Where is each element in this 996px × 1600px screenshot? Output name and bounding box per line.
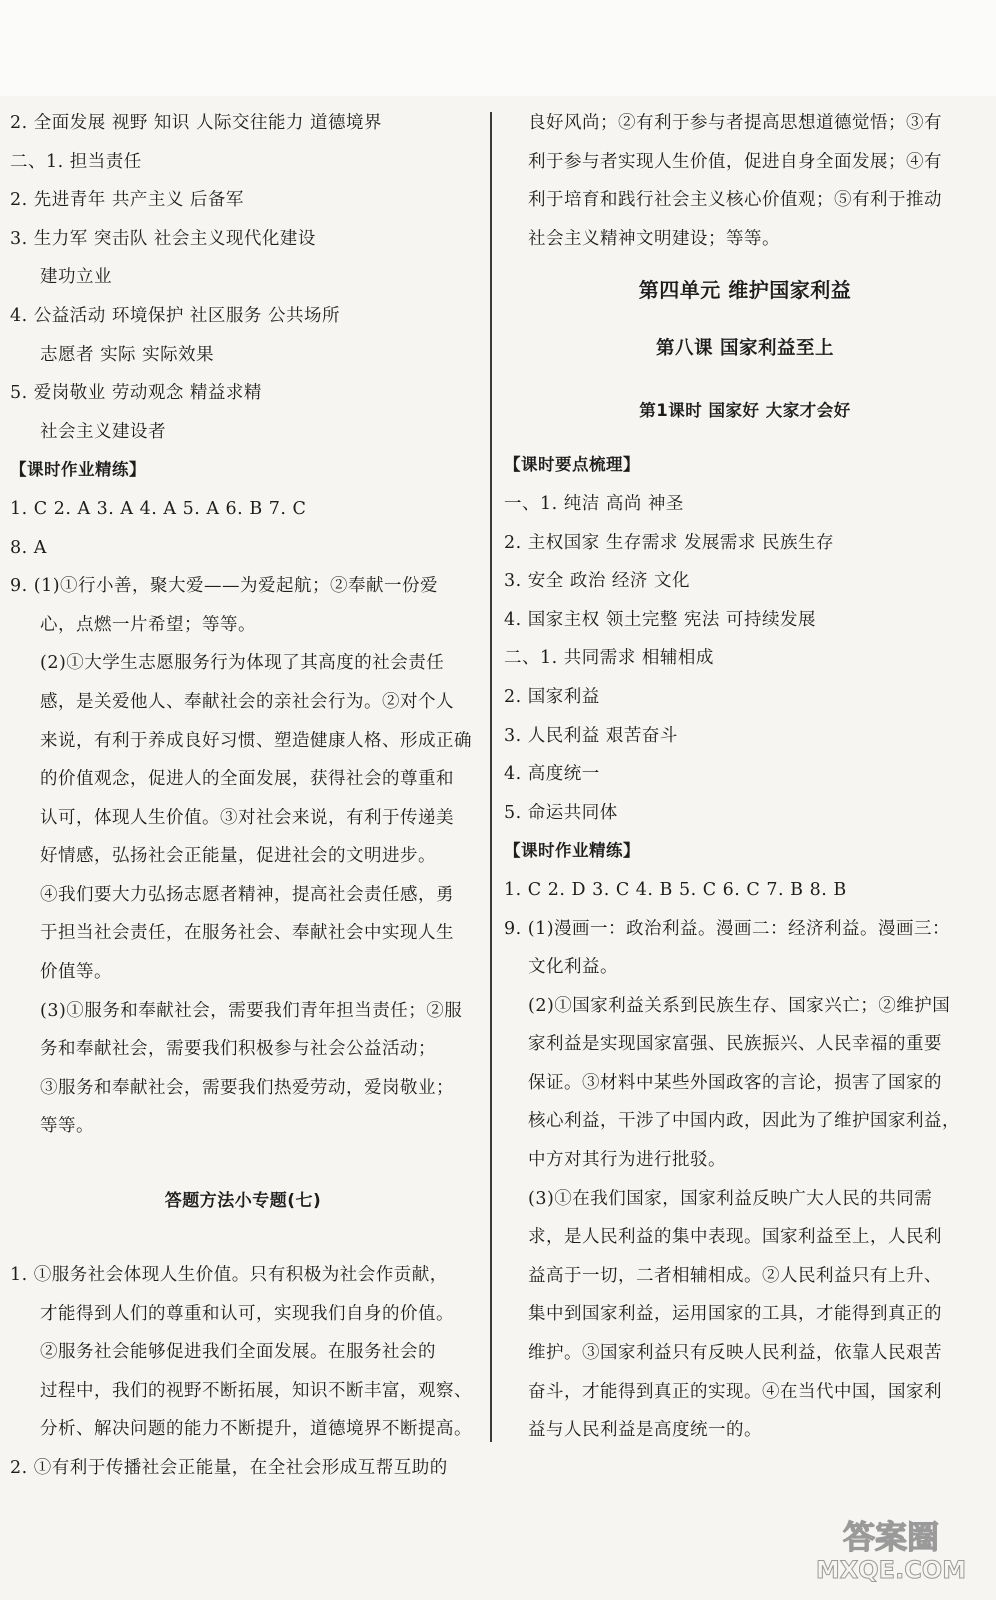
left-line: 好情感，弘扬社会正能量，促进社会的文明进步。 (40, 846, 436, 867)
left-line: 心，点燃一片希望；等等。 (40, 614, 256, 635)
left-line: 3. 生力军 突击队 社会主义现代化建设 (10, 228, 316, 249)
left-line: 等等。 (40, 1116, 94, 1137)
left-line: 的价值观念，促进人的全面发展，获得社会的尊重和 (40, 769, 454, 790)
right-line: 利于培育和践行社会主义核心价值观；⑤有利于推动 (528, 190, 942, 211)
right-line: 求，是人民利益的集中表现。国家利益至上，人民利 (528, 1227, 942, 1248)
right-line: 3. 安全 政治 经济 文化 (504, 571, 690, 592)
left-line: 2. 先进青年 共产主义 后备军 (10, 190, 244, 211)
left-line: (3)①服务和奉献社会，需要我们青年担当责任；②服 (40, 1000, 463, 1021)
left-line: 认可，体现人生价值。③对社会来说，有利于传递美 (40, 807, 454, 828)
left-line: 9. (1)①行小善，聚大爱——为爱起航；②奉献一份爱 (10, 576, 439, 597)
watermark-logo (799, 1514, 984, 1584)
left-line: 4. 公益活动 环境保护 社区服务 公共场所 (10, 305, 340, 326)
left-line: 来说，有利于养成良好习惯、塑造健康人格、形成正确 (40, 730, 472, 751)
left-line: 二、1. 担当责任 (10, 151, 142, 172)
right-line: 【课时要点梳理】 (504, 455, 640, 475)
left-line: 5. 爱岗敬业 劳动观念 精益求精 (10, 383, 262, 404)
right-line: 家利益是实现国家富强、民族振兴、人民幸福的重要 (528, 1034, 942, 1055)
left-line: 建功立业 (40, 267, 112, 288)
right-line: 2. 主权国家 生存需求 发展需求 民族生存 (504, 532, 834, 553)
left-line: 1. ①服务社会体现人生价值。只有积极为社会作贡献， (10, 1265, 448, 1286)
left-line: 分析、解决问题的能力不断提升，道德境界不断提高。 (40, 1419, 472, 1440)
right-line: 一、1. 纯洁 高尚 神圣 (504, 493, 684, 514)
right-line: 奋斗，才能得到真正的实现。④在当代中国，国家利 (528, 1381, 942, 1402)
right-line: 第四单元 维护国家利益 (638, 278, 852, 303)
right-line: 中方对其行为进行批驳。 (528, 1150, 726, 1171)
left-line: 过程中，我们的视野不断拓展，知识不断丰富，观察、 (40, 1380, 472, 1401)
column-divider (490, 112, 492, 1442)
right-line: 3. 人民利益 艰苦奋斗 (504, 725, 678, 746)
left-line: ②服务社会能够促进我们全面发展。在服务社会的 (40, 1342, 436, 1363)
right-line: 2. 国家利益 (504, 686, 600, 707)
right-line: 第八课 国家利益至上 (656, 338, 834, 360)
right-column (504, 104, 986, 1450)
left-line: 务和奉献社会，需要我们积极参与社会公益活动； (40, 1039, 436, 1060)
left-line: ④我们要大力弘扬志愿者精神，提高社会责任感，勇 (40, 884, 454, 905)
left-line: 【课时作业精练】 (10, 460, 146, 480)
left-line: 志愿者 实际 实际效果 (40, 344, 215, 365)
right-line: 益与人民利益是高度统一的。 (528, 1420, 762, 1441)
left-line: 价值等。 (40, 962, 112, 983)
right-line: 良好风尚；②有利于参与者提高思想道德觉悟；③有 (528, 113, 942, 133)
right-line: 【课时作业精练】 (504, 841, 640, 861)
left-line: 社会主义建设者 (40, 421, 166, 442)
right-line: (2)①国家利益关系到民族生存、国家兴亡；②维护国 (528, 995, 951, 1016)
left-line: (2)①大学生志愿服务行为体现了其高度的社会责任 (40, 653, 445, 674)
right-line: 文化利益。 (528, 957, 618, 978)
right-line: 利于参与者实现人生价值，促进自身全面发展；④有 (528, 151, 942, 172)
left-line: 1. C 2. A 3. A 4. A 5. A 6. B 7. C (10, 498, 307, 519)
left-line: ③服务和奉献社会，需要我们热爱劳动，爱岗敬业； (40, 1077, 454, 1098)
left-line: 8. A (10, 537, 47, 558)
right-line: 二、1. 共同需求 相辅相成 (504, 648, 714, 669)
right-line: 集中到国家利益，运用国家的工具，才能得到真正的 (528, 1304, 942, 1325)
left-column (10, 104, 476, 1488)
right-line: 维护。③国家利益只有反映人民利益，依靠人民艰苦 (528, 1343, 942, 1364)
right-line: 益高于一切，二者相辅相成。②人民利益只有上升、 (528, 1265, 942, 1286)
right-line: 1. C 2. D 3. C 4. B 5. C 6. C 7. B 8. B (504, 879, 847, 900)
right-line: (3)①在我们国家，国家利益反映广大人民的共同需 (528, 1188, 933, 1209)
right-line: 核心利益，干涉了中国内政，因此为了维护国家利益， (528, 1111, 960, 1132)
watermark-site: MXQE.COM (815, 1556, 967, 1584)
watermark-text: 答案圈 (842, 1518, 940, 1556)
right-line: 第1课时 国家好 大家才会好 (639, 401, 851, 421)
left-line: 才能得到人们的尊重和认可，实现我们自身的价值。 (40, 1303, 454, 1324)
left-line: 2. 全面发展 视野 知识 人际交往能力 道德境界 (10, 113, 383, 133)
right-line: 社会主义精神文明建设；等等。 (528, 228, 780, 249)
top-margin (0, 0, 996, 96)
right-line: 4. 国家主权 领土完整 宪法 可持续发展 (504, 609, 816, 630)
left-line: 于担当社会责任，在服务社会、奉献社会中实现人生 (40, 923, 454, 944)
left-line: 感，是关爱他人、奉献社会的亲社会行为。②对个人 (40, 691, 454, 712)
left-line: 2. ①有利于传播社会正能量，在全社会形成互帮互助的 (10, 1458, 448, 1478)
right-line: 5. 命运共同体 (504, 802, 618, 823)
right-line: 4. 高度统一 (504, 764, 600, 785)
left-line: 答题方法小专题(七) (164, 1191, 322, 1212)
right-line: 保证。③材料中某些外国政客的言论，损害了国家的 (528, 1072, 942, 1093)
right-line: 9. (1)漫画一：政治利益。漫画二：经济利益。漫画三： (504, 918, 951, 939)
